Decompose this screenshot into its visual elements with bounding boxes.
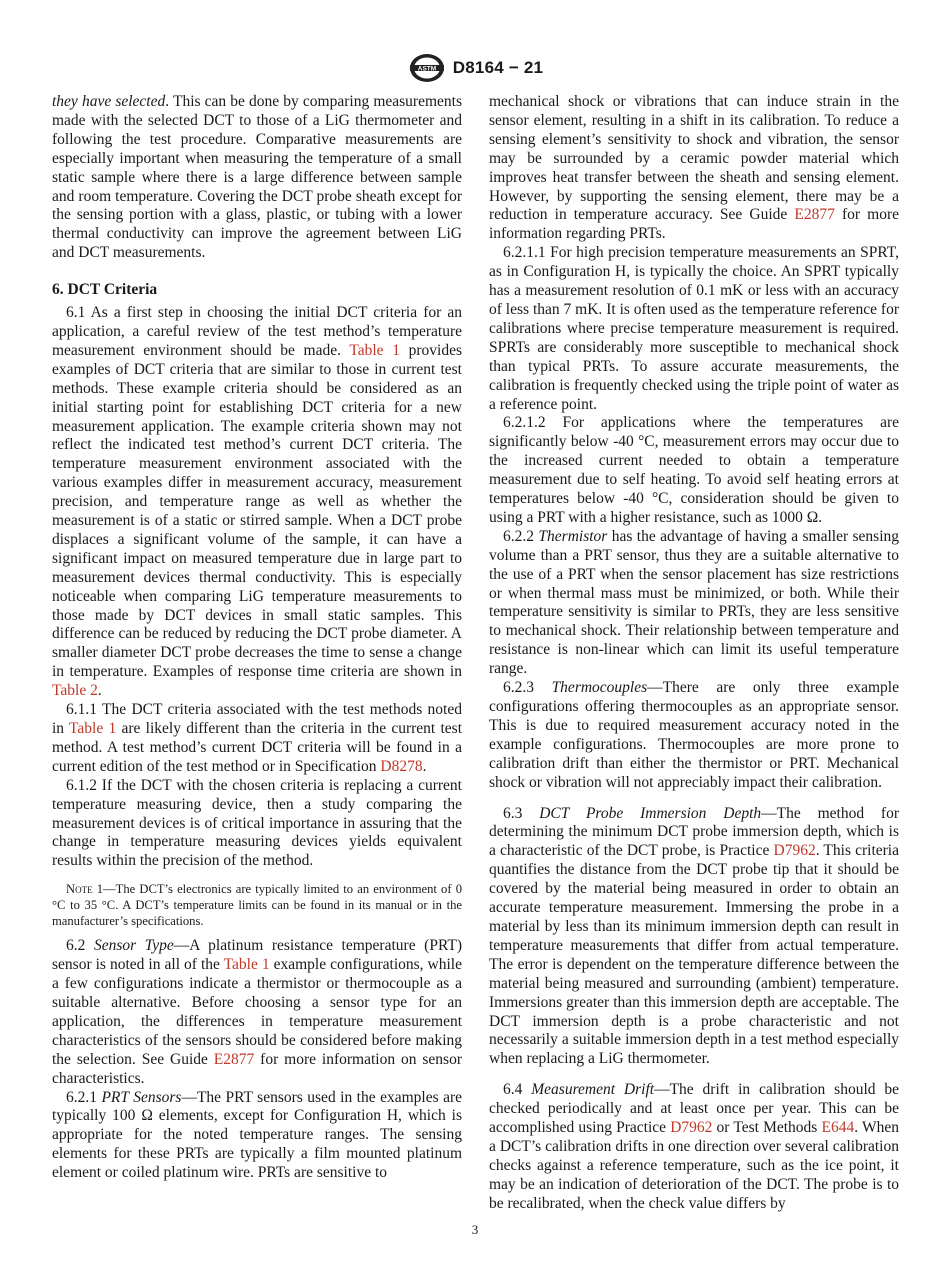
paragraph-6-1-2: 6.1.2 If the DCT with the chosen criteria is replacing a current temperature measuring device, then a study comparing the measurement devices is of critical importance in assuring that the change in temperature measuring devices yields equivalent results within the precision of the method. xyxy=(52,776,462,870)
d7962-link[interactable]: D7962 xyxy=(773,842,816,860)
paragraph-6-1-1: 6.1.1 The DCT criteria associated with the test methods noted in Table 1 are likely different than the criteria in the current test method. A test method’s current DCT criteria will be found in a current edition of the test method or in Specification D8278. xyxy=(52,701,462,775)
d7962-link[interactable]: D7962 xyxy=(670,1119,713,1137)
page-number: 3 xyxy=(471,1222,479,1237)
table-1-link[interactable]: Table 1 xyxy=(349,341,400,359)
paragraph-6-2-1: 6.2.1 PRT Sensors—The PRT sensors used in the examples are typically 100 Ω elements, except for Configuration H, which is appropriate for the noted temperature ranges. The sensing elements for these PRTs are typically a film mounted platinum element or coiled platinum wire. PRTs are sensitive to xyxy=(52,1088,462,1182)
e2877-link[interactable]: E2877 xyxy=(213,1050,255,1068)
e644-link[interactable]: E644 xyxy=(821,1119,855,1137)
paragraph-6-2-2: 6.2.2 Thermistor has the advantage of having a smaller sensing volume than a PRT sensor, thus they are a suitable alternative to the use of a PRT when the sensor placement has size restrictions or when thermal mass must be minimized, or both. While their temperature sensitivity is similar to PRTs, they are less sensitive to mechanical shock. Their relationship between temperature and resistance is non-linear which can limit its useful temperature range. xyxy=(489,527,900,678)
d8278-link[interactable]: D8278 xyxy=(380,757,423,775)
paragraph-6-2: 6.2 Sensor Type—A platinum resistance temperature (PRT) sensor is noted in all of the Table 1 example configurations, while a few configurations indicate a thermistor or thermocouple as a suitable alternative. Before choosing a sensor type for an application, the differences in temperature measurement characteristics of the sensors should be considered before making the selection. See Guide E2877 for more information on sensor characteristics. xyxy=(52,937,462,1087)
astm-logo-icon xyxy=(407,52,447,84)
page-header xyxy=(0,52,950,84)
paragraph-6-2-1-1: 6.2.1.1 For high precision temperature measurements an SPRT, as in Configuration H, is typically the choice. An SPRT typically has a measurement resolution of 0.1 mK or less with an accuracy of less than 7 mK. It is often used as the temperature reference for calibrations where precise temperature measurement is required. SPRTs are considerably more susceptible to mechanical shock than typical PRTs. To assure accurate measurements, the calibration is frequently checked using the triple point of water as a reference point. xyxy=(489,244,899,413)
paragraph-6-2-3: 6.2.3 Thermocouples—There are only three example configurations offering thermocouples as an appropriate sensor. This is due to required measurement accuracy noted in the example configurations. Thermocouples are more prone to calibration drift than either the thermistor or PRT. Mechanical shock or vibration will not appreciably impact their calibration. xyxy=(489,679,899,791)
section-title: 6. DCT Criteria xyxy=(52,281,158,299)
note-1: Note 1—The DCT’s electronics are typically limited to an environment of 0 °C to 35 °C. A DCT’s temperature limits can be found in its manual or in the manufacturer’s specifications. xyxy=(52,882,462,929)
document-id: D8164 − 21 xyxy=(452,58,544,77)
table-1-link[interactable]: Table 1 xyxy=(69,720,117,737)
paragraph-continuation: they have selected. This can be done by comparing measurements made with the selected DCT to those of a LiG thermometer and following the test procedure. Comparative measurements are especially important when measuring the temperature of a small static sample where there is a large difference between sample and room temperature. Covering the DCT probe sheath except for the sensing portion with a glass, plastic, or tubing with a lower thermal conductivity can improve the agreement between LiG and DCT measurements. xyxy=(52,93,462,262)
left-column xyxy=(52,93,462,1183)
paragraph-6-1: 6.1 As a first step in choosing the initial DCT criteria for an application, a careful review of the test method’s temperature measurement environment should be made. Table 1 provides examples of DCT criteria that are similar to those in current test methods. These example criteria should be considered as an initial starting point for establishing DCT criteria for a new measurement application. The example criteria shown may not reflect the indicated test method’s current DCT criteria. The temperature measurement environment associated with the various examples differ in measurement accuracy, measurement precision, and temperature range as well as whether the measurement is of a static or stirred sample. When a DCT probe displaces a significant volume of the sample, it can have a significant impact on measured temperature due in large part to measurement devices thermal conductivity. This is especially noticeable when comparing LiG temperature measurements to those made by DCT devices in small static samples. This difference can be reduced by reducing the DCT probe diameter. A smaller diameter DCT probe decreases the time to sense a change in temperature. Examples of response time criteria are shown in Table 2. xyxy=(52,304,462,700)
right-column xyxy=(489,93,899,1214)
e2877-link[interactable]: E2877 xyxy=(794,206,835,224)
paragraph-6-4: 6.4 Measurement Drift—The drift in calibration should be checked periodically and at least once per year. This can be accomplished using Practice D7962 or Test Methods E644. When a DCT’s calibration drifts in one direction over several calibration checks against a reference temperature, such as the ice point, it may be an indication of deterioration of the DCT. The probe is to be recalibrated, when the check value differs by xyxy=(489,1081,899,1212)
svg-text:ASTM: ASTM xyxy=(417,65,437,73)
paragraph-6-3: 6.3 DCT Probe Immersion Depth—The method for determining the minimum DCT probe immersion depth, which is a characteristic of the DCT probe, is Practice D7962. This criteria quantifies the distance from the DCT probe tip that it should be covered by the material being measured in order to obtain an accurate temperature measurement. Immersing the probe in a material by less than its minimum immersion depth can result in temperature measurements that differ from actual temperature. The error is dependent on the temperature difference between the material being measured and surrounding (ambient) temperature. Immersions greater than this immersion depth are acceptable. The DCT immersion depth is a probe characteristic and not necessarily a suitable immersion depth in a test method especially when replacing a LiG thermometer. xyxy=(489,804,900,1068)
paragraph-6-2-1-2: 6.2.1.2 For applications where the temperatures are significantly below -40 °C, measurement errors may occur due to the increased current needed to obtain a temperature measurement due to self heating. To avoid self heating errors at temperatures below -40 °C, consideration should be given to using a PRT with a higher resistance, such as 1000 Ω. xyxy=(489,414,899,526)
paragraph-continuation: mechanical shock or vibrations that can induce strain in the sensor element, resulting in a shift in its calibration. To reduce a sensing element’s sensitivity to shock and vibration, the sensor may be surrounded by a ceramic powder material which improves heat transfer between the sheath and sensing element. However, by supporting the sensing element, there may be a reduction in temperature accuracy. See Guide E2877 for more information regarding PRTs. xyxy=(489,93,899,243)
table-2-link[interactable]: Table 2 xyxy=(52,682,98,700)
table-1-link[interactable]: Table 1 xyxy=(223,956,270,974)
